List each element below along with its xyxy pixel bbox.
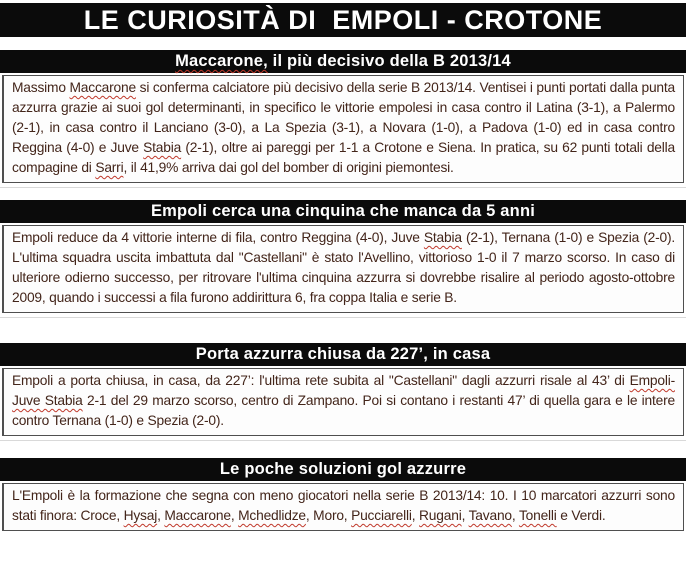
section-divider-line (0, 317, 686, 318)
section-header-bar (0, 200, 686, 223)
section-header-text: Le poche soluzioni gol azzurre (219, 460, 467, 478)
paragraph-text: Empoli reduce da 4 vittorie interne di fila, contro Reggina (4-0), Juve Stabia (2-1), Ternana (1-0) e Spezia (2-0). L'ultima squadra uscita imbattuta dal "Castellani" è stato l'Avellino, vittorioso 1-0 il 7 marzo scorso. In caso di ulteriore odierno successo, per ritrovare l'ultima cinquina azzurra si dovrebbe risalire al periodo agosto-ottobre 2009, quando i successi a fila furono addirittura 6, fra coppa Italia e serie B. (12, 230, 675, 305)
section-porta-chiusa (0, 343, 686, 441)
paragraph-text: L'Empoli è la formazione che segna con meno giocatori nella serie B 2013/14: 10. I 10 marcatori azzurri sono stati finora: Croce, Hysaj, Maccarone, Mchedlidze, Moro, Pucciarelli, Rugani, Tavano, Tonelli e Verdi. (12, 488, 675, 523)
paragraph-text: Massimo Maccarone si conferma calciatore più decisivo della serie B 2013/14. Ventisei i punti portati dalla punta azzurra grazie ai suoi gol determinanti, in specifico le vittorie empolesi in casa contro il Latina (3-1), a Palermo (2-1), in casa contro il Lanciano (3-0), a La Spezia (3-1), a Novara (1-0), a Padova (1-0) ed in casa contro Reggina (4-0) e Juve Stabia (2-1), oltre ai pareggi per 1-1 a Crotone e Siena. In pratica, su 62 punti totali della compagine di Sarri, il 41,9% arriva dai gol del bomber di origini piemontesi. (12, 80, 675, 175)
section-header-text: Porta azzurra chiusa da 227’, in casa (195, 345, 491, 363)
section-header-bar (0, 458, 686, 481)
section-maccarone-decisivo (0, 50, 686, 188)
section-divider-line (0, 187, 686, 188)
section-header-bar (0, 50, 686, 73)
section-body-box (2, 225, 684, 313)
section-header-text: Empoli cerca una cinquina che manca da 5 anni (150, 202, 536, 220)
section-soluzioni-gol (0, 458, 686, 531)
section-divider-line (0, 440, 686, 441)
paragraph-text: Empoli a porta chiusa, in casa, da 227’: l'ultima rete subita al "Castellani" dagli azzurri risale al 43’ di Empoli-Juve Stabia 2-1 del 29 marzo scorso, centro di Zampano. Poi si contano i restanti 47’ di quella gara e le intere contro Ternana (1-0) e Spezia (2-0). (12, 373, 675, 428)
section-cinquina (0, 200, 686, 318)
section-header-text: Maccarone, il più decisivo della B 2013/14 (175, 52, 511, 70)
section-body-box (2, 483, 684, 531)
section-body-box (2, 75, 684, 183)
section-header-bar (0, 343, 686, 366)
page-title: LE CURIOSITÀ DI EMPOLI - CROTONE (83, 4, 603, 35)
title-bar (0, 3, 686, 37)
section-body-box (2, 368, 684, 436)
